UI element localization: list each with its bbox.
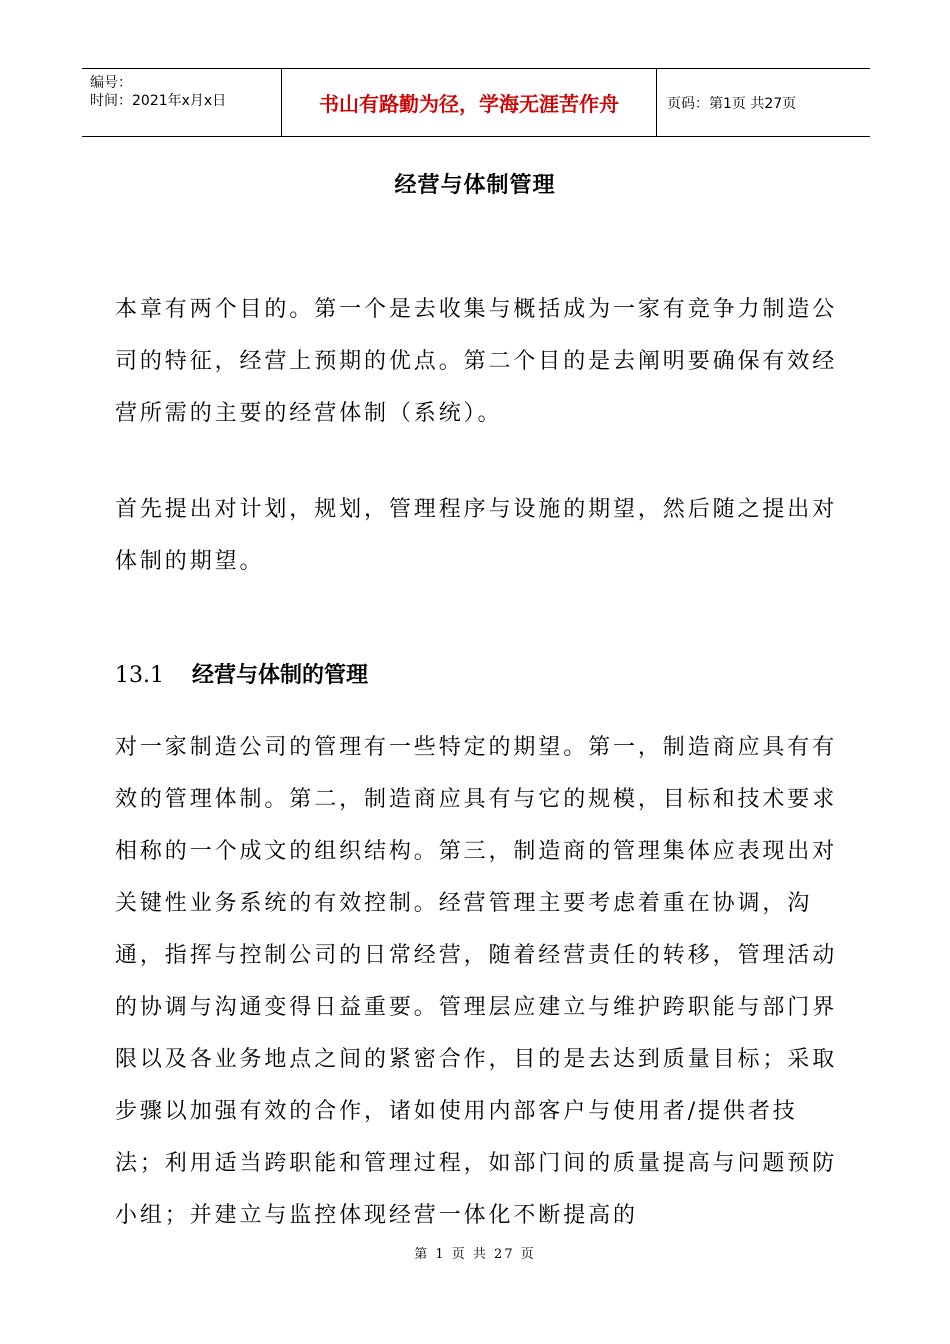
number-label: 编号： [90, 75, 132, 91]
section-heading [115, 658, 368, 689]
page-header [82, 68, 870, 137]
page-footer: 第 1 页 共 27 页 [414, 1247, 536, 1262]
section-title: 经营与体制的管理 [191, 662, 368, 688]
header-motto: 书山有路勤为径，学海无涯苦作舟 [282, 69, 657, 136]
document-title: 经营与体制管理 [394, 172, 556, 198]
header-meta-cell [82, 69, 282, 136]
time-label: 时间：2021年x月x日 [90, 93, 227, 109]
intro-paragraph-1: 本章有两个目的。第一个是去收集与概括成为一家有竞争力制造公司的特征，经营上预期的优点。第二个目的是去阐明要确保有效经营所需的主要的经营体制（系统）。 [115, 297, 838, 426]
header-page-code: 页码：第1页 共27页 [667, 95, 797, 112]
section-body: 对一家制造公司的管理有一些特定的期望。第一，制造商应具有有效的管理体制。第二，制造商应具有与它的规模，目标和技术要求相称的一个成文的组织结构。第三，制造商的管理集体应表现出对关键性业务系统的有效控制。经营管理主要考虑着重在协调，沟通，指挥与控制公司的日常经营，随着经营责任的转移，管理活动的协调与沟通变得日益重要。管理层应建立与维护跨职能与部门界限以及各业务地点之间的紧密合作，目的是去达到质量目标；采取步骤以加强有效的合作，诸如使用内部客户与使用者/提供者技法；利用适当跨职能和管理过程，如部门间的质量提高与问题预防小组；并建立与监控体现经营一体化不断提高的 [115, 735, 838, 1228]
intro-paragraph-2: 首先提出对计划，规划，管理程序与设施的期望，然后随之提出对体制的期望。 [115, 497, 838, 574]
section-number: 13.1 [115, 663, 164, 688]
